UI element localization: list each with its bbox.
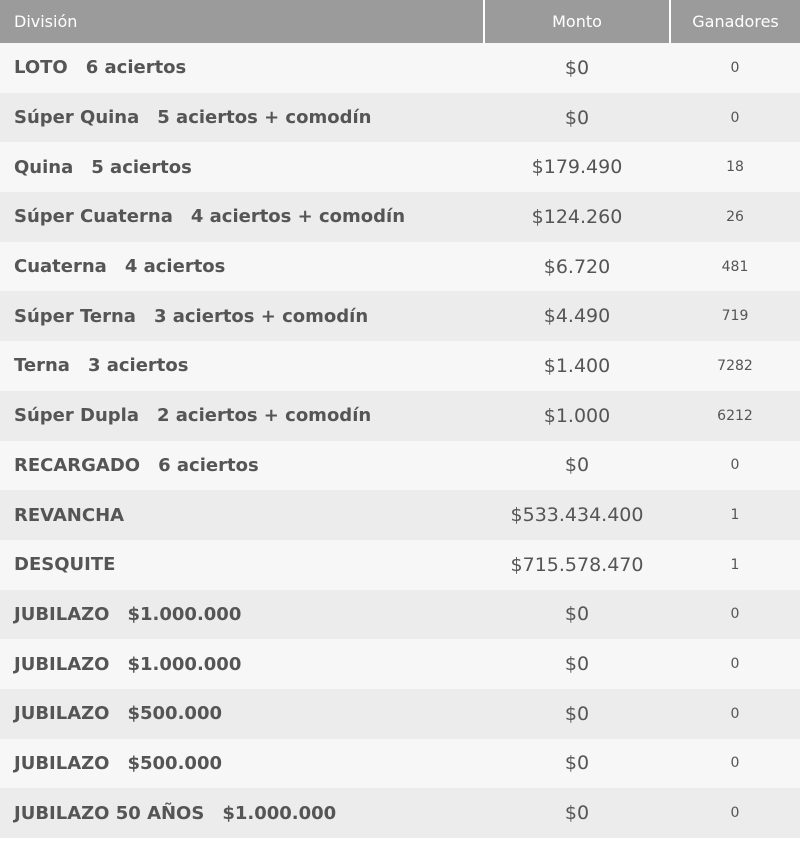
monto-cell: $0: [564, 752, 590, 775]
ganadores-cell: 0: [730, 805, 740, 822]
ganadores-cell: 26: [726, 208, 744, 225]
division-name: JUBILAZO: [14, 653, 110, 675]
division-cell: [0, 739, 484, 789]
division-cell: [0, 689, 484, 739]
table-row: [0, 739, 800, 789]
ganadores-cell: 1: [730, 556, 740, 573]
ganadores-cell: 0: [730, 59, 740, 76]
monto-cell: $6.720: [543, 255, 611, 278]
table-row: [0, 540, 800, 590]
division-detail: 3 aciertos + comodín: [153, 305, 369, 327]
division-cell: [0, 142, 484, 192]
division-detail: 4 aciertos + comodín: [190, 206, 406, 228]
division-cell: [0, 391, 484, 441]
division-detail: $1.000.000: [127, 603, 242, 625]
header-ganadores: Ganadores: [670, 0, 800, 43]
division-name: RECARGADO: [14, 454, 141, 476]
division-cell: [0, 788, 484, 838]
ganadores-cell: 0: [730, 755, 740, 772]
monto-cell: $0: [564, 653, 590, 676]
header-monto: Monto: [484, 0, 670, 43]
table-row: [0, 590, 800, 640]
division-name: Terna: [14, 355, 70, 377]
division-cell: [0, 441, 484, 491]
monto-cell: $179.490: [531, 156, 623, 179]
division-name: JUBILAZO: [14, 752, 110, 774]
division-detail: 6 aciertos: [85, 57, 187, 79]
division-detail: 5 aciertos + comodín: [157, 107, 372, 129]
table-row: [0, 341, 800, 391]
table-row: [0, 142, 800, 192]
division-detail: 2 aciertos + comodín: [156, 405, 372, 427]
table-row: [0, 490, 800, 540]
ganadores-cell: 481: [721, 258, 749, 275]
table-row: [0, 391, 800, 441]
table-row: [0, 639, 800, 689]
ganadores-cell: 7282: [717, 357, 753, 374]
ganadores-cell: 0: [730, 457, 740, 474]
division-name: Súper Terna: [14, 305, 136, 327]
division-detail: $1.000.000: [127, 653, 242, 675]
monto-cell: $0: [564, 454, 590, 477]
ganadores-cell: 719: [721, 308, 749, 325]
division-cell: [0, 192, 484, 242]
monto-cell: $0: [564, 702, 590, 725]
division-detail: $500.000: [127, 703, 222, 725]
division-name: JUBILAZO 50 AÑOS: [14, 802, 205, 824]
division-name: JUBILAZO: [14, 603, 110, 625]
ganadores-cell: 1: [730, 507, 740, 524]
monto-cell: $0: [564, 106, 590, 129]
division-detail: 6 aciertos: [158, 454, 259, 476]
ganadores-cell: 0: [730, 705, 740, 722]
table-row: [0, 43, 800, 93]
monto-cell: $4.490: [543, 305, 611, 328]
division-cell: [0, 43, 484, 93]
division-detail: 4 aciertos: [124, 256, 226, 278]
monto-cell: $1.000: [543, 404, 611, 427]
ganadores-cell: 0: [730, 109, 740, 126]
division-name: Cuaterna: [14, 256, 107, 278]
table-row: [0, 242, 800, 292]
division-name: JUBILAZO: [14, 703, 110, 725]
table-row: [0, 441, 800, 491]
division-name: Súper Quina: [14, 107, 140, 129]
division-cell: [0, 540, 484, 590]
division-name: Súper Dupla: [14, 405, 139, 427]
monto-cell: $533.434.400: [510, 504, 644, 527]
division-cell: [0, 93, 484, 143]
monto-cell: $715.578.470: [510, 553, 644, 576]
table-row: [0, 788, 800, 838]
monto-cell: $0: [564, 603, 590, 626]
monto-cell: $0: [564, 56, 590, 79]
ganadores-cell: 0: [730, 606, 740, 623]
division-detail: 3 aciertos: [87, 355, 189, 377]
division-detail: $500.000: [127, 752, 222, 774]
division-name: Súper Cuaterna: [14, 206, 173, 228]
monto-cell: $1.400: [543, 354, 611, 377]
ganadores-cell: 6212: [717, 407, 753, 424]
header-division: División: [0, 0, 484, 43]
table-body: [0, 43, 800, 838]
division-cell: [0, 590, 484, 640]
monto-cell: $0: [564, 802, 590, 825]
table-row: [0, 291, 800, 341]
division-cell: [0, 639, 484, 689]
division-name: REVANCHA: [14, 504, 125, 526]
division-cell: [0, 490, 484, 540]
division-detail: 5 aciertos: [91, 156, 192, 178]
table-row: [0, 192, 800, 242]
table-row: [0, 689, 800, 739]
ganadores-cell: 0: [730, 656, 740, 673]
header-row: [0, 0, 800, 43]
division-cell: [0, 341, 484, 391]
division-cell: [0, 291, 484, 341]
division-cell: [0, 242, 484, 292]
division-name: DESQUITE: [14, 554, 116, 576]
table-row: [0, 93, 800, 143]
division-name: LOTO: [14, 57, 68, 79]
division-detail: $1.000.000: [222, 802, 337, 824]
division-name: Quina: [14, 156, 74, 178]
monto-cell: $124.260: [531, 205, 623, 228]
table-header: [0, 0, 800, 43]
ganadores-cell: 18: [726, 159, 744, 176]
